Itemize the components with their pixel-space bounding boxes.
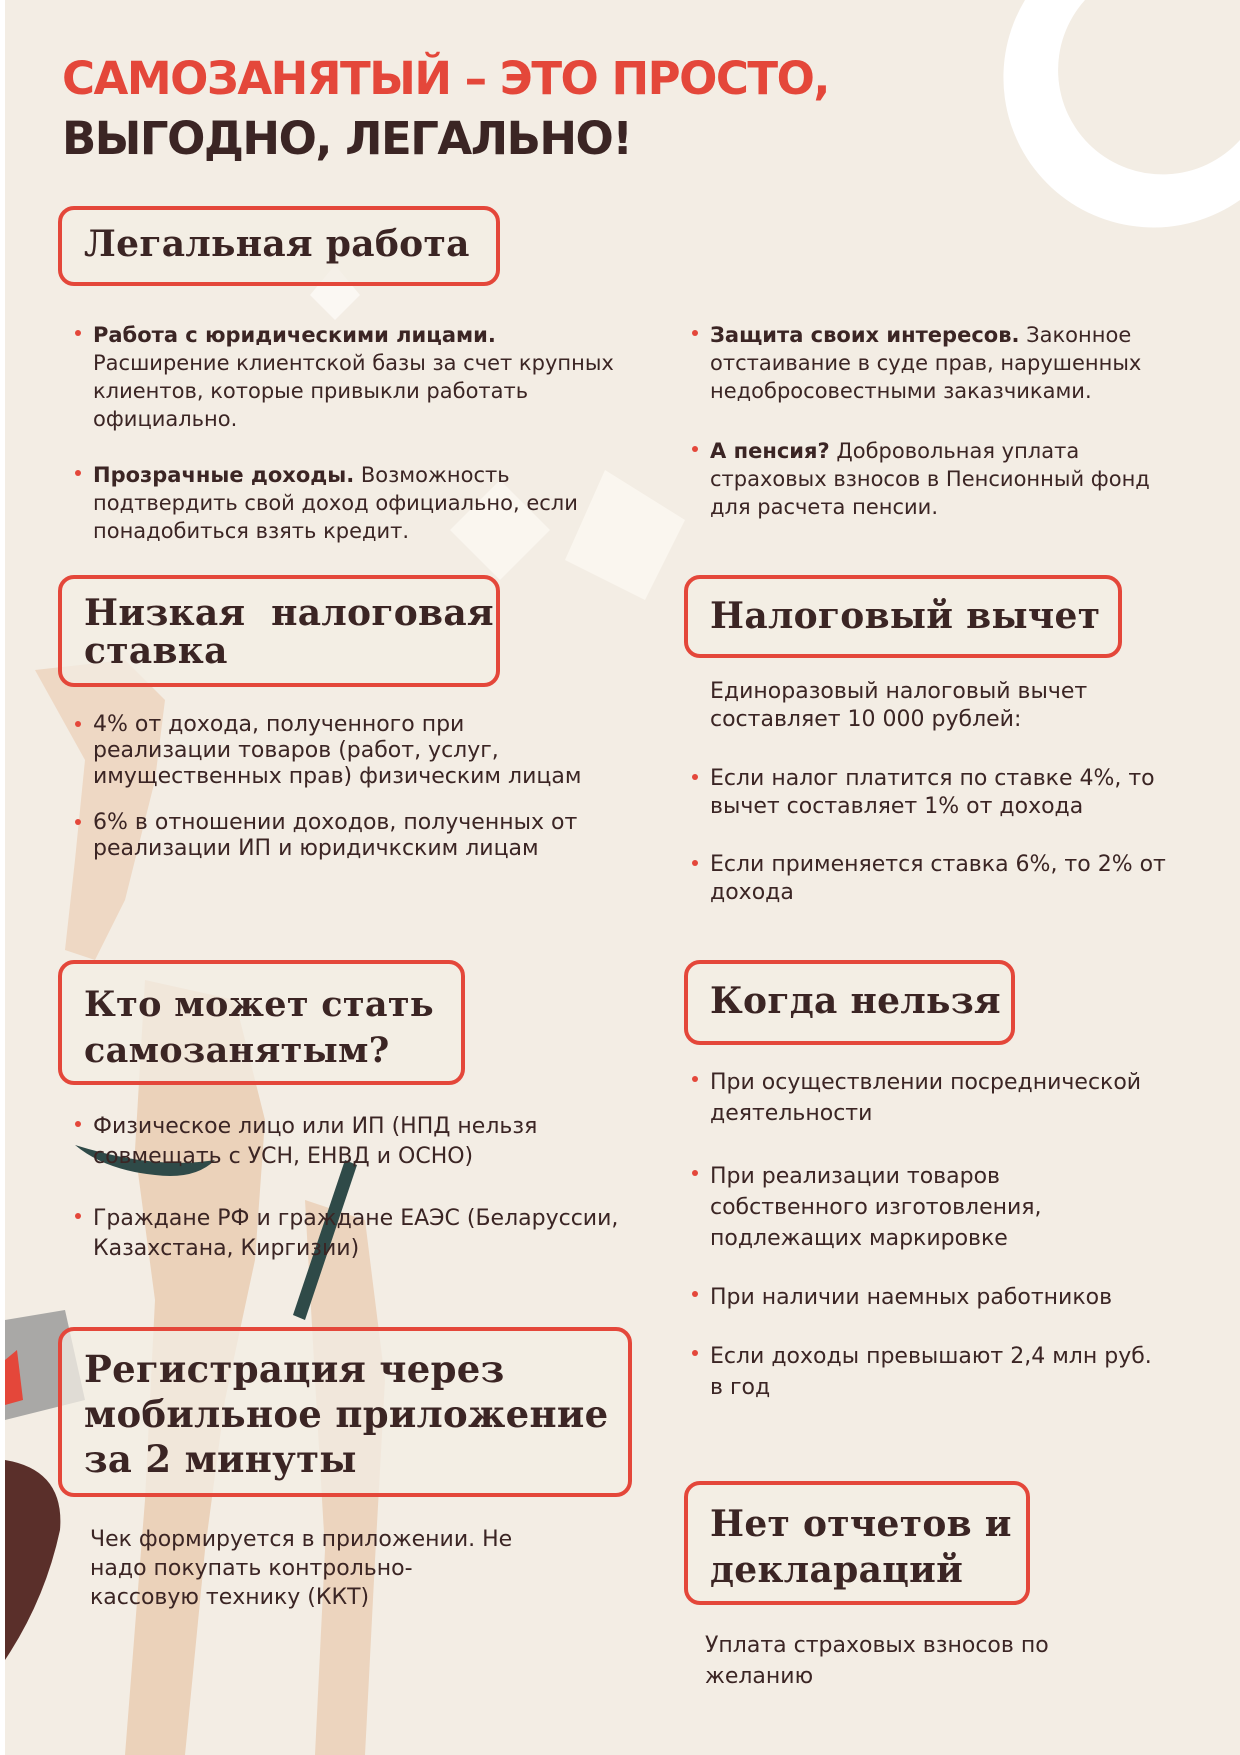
list-item: Работа с юридическими лицами. Расширение клиентской базы за счет крупных клиентов, которые привыкли работать официально. bbox=[73, 321, 633, 433]
heading-no-reports: Нет отчетов и деклараций bbox=[710, 1503, 1012, 1591]
who-can-list bbox=[73, 1112, 633, 1264]
poster bbox=[5, 0, 1240, 1755]
heading-low-tax: Низкая налоговая ставка bbox=[84, 592, 494, 672]
heading-box-tax-deduction bbox=[684, 575, 1122, 658]
list-item: При реализации товаров собственного изготовления, подлежащих маркировке bbox=[690, 1161, 1160, 1254]
heading-when-not: Когда нельзя bbox=[710, 980, 1001, 1022]
list-item: Граждане РФ и граждане ЕАЭС (Беларуссии, Казахстана, Киргизии) bbox=[73, 1204, 633, 1264]
list-item: Если налог платится по ставке 4%, то вычет составляет 1% от дохода bbox=[690, 765, 1190, 821]
heading-box-legal-work bbox=[58, 206, 500, 286]
list-item: Защита своих интересов. Законное отстаивание в суде прав, нарушенных недобросовестными заказчиками. bbox=[690, 321, 1190, 405]
list-item: При осуществлении посреднической деятельности bbox=[690, 1067, 1160, 1129]
tax-deduction-list bbox=[690, 765, 1190, 907]
list-item: 6% в отношении доходов, полученных от реализации ИП и юридичкским лицам bbox=[73, 810, 593, 862]
low-tax-list bbox=[73, 712, 593, 862]
heading-box-who-can bbox=[58, 960, 465, 1085]
heading-box-when-not bbox=[684, 960, 1015, 1045]
list-item: А пенсия? Добровольная уплата страховых взносов в Пенсионный фонд для расчета пенсии. bbox=[690, 437, 1190, 521]
page-title-line-2: ВЫГОДНО, ЛЕГАЛЬНО! bbox=[62, 112, 632, 165]
list-item: Если доходы превышают 2,4 млн руб. в год bbox=[690, 1341, 1160, 1403]
when-not-list bbox=[690, 1067, 1160, 1403]
legal-work-left-list bbox=[73, 321, 633, 545]
heading-registration: Регистрация через мобильное приложение за 2 минуты bbox=[84, 1347, 609, 1481]
tax-deduction-intro: Единоразовый налоговый вычет составляет 10 000 рублей: bbox=[710, 679, 1088, 732]
registration-text: Чек формируется в приложении. Не надо покупать контрольно-кассовую технику (ККТ) bbox=[90, 1527, 513, 1610]
heading-box-registration bbox=[58, 1327, 632, 1497]
heading-box-no-reports bbox=[684, 1481, 1030, 1605]
list-item: Прозрачные доходы. Возможность подтвердить свой доход официально, если понадобиться взять кредит. bbox=[73, 461, 633, 545]
no-reports-text: Уплата страховых взносов по желанию bbox=[705, 1633, 1049, 1689]
legal-work-right-list bbox=[690, 321, 1190, 521]
page-title-line-1: САМОЗАНЯТЫЙ – ЭТО ПРОСТО, bbox=[62, 52, 829, 105]
list-item: 4% от дохода, полученного при реализации товаров (работ, услуг, имущественных прав) физическим лицам bbox=[73, 712, 593, 790]
list-item: Если применяется ставка 6%, то 2% от дохода bbox=[690, 851, 1190, 907]
list-item: При наличии наемных работников bbox=[690, 1282, 1160, 1313]
heading-box-low-tax bbox=[58, 575, 500, 687]
heading-who-can: Кто может стать самозанятым? bbox=[84, 984, 434, 1071]
heading-tax-deduction: Налоговый вычет bbox=[710, 595, 1101, 637]
list-item: Физическое лицо или ИП (НПД нельзя совмещать с УСН, ЕНВД и ОСНО) bbox=[73, 1112, 633, 1172]
heading-legal-work: Легальная работа bbox=[84, 223, 470, 265]
